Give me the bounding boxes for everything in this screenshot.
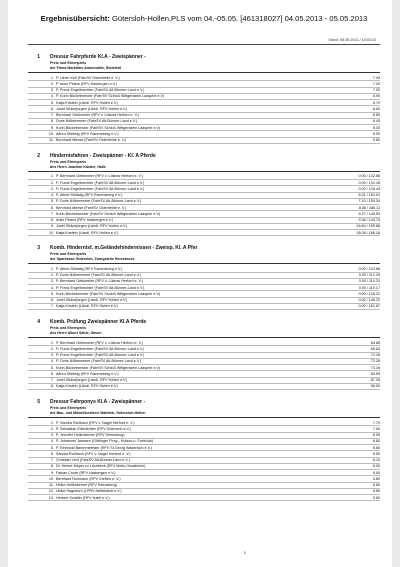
rank-cell: 9. [50, 224, 54, 229]
competitor-cell: P. Sebastian Eikenkötter (RFV Gütersloh e.V.) [56, 426, 132, 431]
rank-cell: 4. [50, 359, 54, 364]
rank-cell: 10. [48, 131, 54, 136]
section-header [28, 318, 380, 326]
score-cell: 6.60 [372, 106, 380, 111]
score-cell: 9.36 / 143.74 [358, 218, 380, 223]
score-cell: 65.83 [370, 346, 380, 351]
rank-cell: 7. [50, 378, 54, 383]
score-cell: 0.00 / 103.66 [358, 266, 380, 271]
competitor-cell: P. Doris Nölkenmeier (FahrSV Alt-Bünner-Land e.V.) [56, 199, 142, 204]
competition-section [28, 53, 380, 144]
score-cell: 6.90 [372, 94, 380, 99]
score-cell: 6.10 [372, 458, 380, 463]
rank-cell: 2. [50, 273, 54, 278]
sponsor-label: des Herrn Joachim Kästler, Halle [50, 164, 106, 169]
rank-cell: 5. [50, 100, 54, 105]
prize-label: Preis und Ehrenpreis [50, 406, 87, 410]
sponsor-label: der Bau- und Möbeltischlerei Mattrink, Gütersloh-Hollen [50, 411, 146, 415]
score-cell: 83.99 [370, 371, 380, 376]
competitor-cell: P. Alfred Stöltwig (RFV Ravensberg e.V.) [56, 266, 123, 271]
competitor-cell: Katja Kirstein (Ländl. RFV Hollen e.V.) [56, 230, 119, 235]
rank-cell: 2. [50, 426, 54, 431]
rank-cell: 9. [50, 470, 54, 475]
competitor-cell: P. Franz Engelbrechter (FahrSV Alt-Bünner-Land e.V.) [56, 180, 145, 185]
competitor-cell: P. Jennifer Hollenkemer (RFV Heimsberg) [56, 433, 125, 438]
rank-cell: 6. [50, 371, 54, 376]
score-cell: 72.26 [370, 359, 380, 364]
competitor-cell: Korin Bückebrender (FahrSV Schloß Wittgenstein Laasphe e.V) [56, 125, 161, 130]
rank-cell: 3. [50, 353, 54, 358]
competitor-cell: Bernhard Meese (FahrSV Ostenfelde e. V.) [56, 138, 127, 143]
score-cell: 6.80 [372, 439, 380, 444]
section-header [28, 398, 380, 406]
rank-cell: 4. [50, 285, 54, 290]
document-title [28, 14, 380, 23]
timestamp: Stand: 05.05.2013 / 18:03:33 [328, 38, 376, 42]
competitor-cell: P. Franz Engelbrechter (FahrSV Alt-Bünner-Land e.V.) [56, 88, 145, 93]
section-number: 5 [37, 399, 40, 405]
score-cell: 87.39 [370, 378, 380, 383]
section-header [28, 152, 380, 160]
competitor-cell: P. Bernhard Gebkmeier (RFV v. Lützow Herford e. V.) [56, 279, 144, 284]
score-cell: 6.01 / 163.01 [358, 193, 380, 198]
competitor-cell: Anke Peters (RFV Hasbergen e.V.) [56, 218, 114, 223]
rank-cell: 10. [48, 230, 54, 235]
rank-cell: 5. [50, 291, 54, 296]
competitor-cell: Heike Hollenkemer (RFV Heimsberg) [56, 483, 117, 488]
competitor-cell: Korin Bückebrender (FahrSV Schloß Wittgenstein Laasphe e.V) [56, 211, 161, 216]
score-cell: 6.60 [372, 445, 380, 450]
rank-cell: 6. [50, 451, 54, 456]
score-cell: 5.80 [372, 489, 380, 494]
score-cell: 0.00 / 114.31 [358, 279, 380, 284]
score-cell: 5.80 [372, 483, 380, 488]
competitor-cell: P. Bernhard Gebkmeier (RFV v. Lützow Herford e. V.) [56, 174, 144, 179]
competitor-cell: Josef Stükerjürgen (Ländl. RFV Hollen e.V.) [56, 106, 128, 111]
section-divider [28, 263, 380, 264]
competitor-cell: Bernhard Meese (FahrSV Ostenfelde e. V.) [56, 205, 127, 210]
competitor-cell: Bernhard Gebkmeier (RFV v. Lützow Herford e. V.) [56, 113, 139, 118]
score-cell: 7.00 [372, 88, 380, 93]
score-cell: 0.00 / 126.32 [358, 291, 380, 296]
competitor-cell: P. Franz Engelbrechter (FahrSV Alt-Bünner-Land e.V.) [56, 186, 145, 191]
score-cell: 6.90 [372, 433, 380, 438]
rank-cell: 3. [50, 279, 54, 284]
competitor-cell: Katja Kirstein (Ländl. RFV Hollen e.V.) [56, 304, 119, 309]
rank-cell: 9. [50, 125, 54, 130]
competitor-cell: Alfred Stöltwig (RFV Ravensberg e.V.) [56, 131, 119, 136]
competitor-cell: P. Reinhold Barenmeiester (RFV St.Georg Wadersloh e.V.) [56, 445, 152, 450]
competitor-cell: Katja Kirstein (Ländl. RFV Hollen e.V.) [56, 384, 119, 389]
section-divider [28, 417, 380, 418]
competitor-cell: P. Doris Nölkenmeier (FahrSV Alt-Bünner-Land e.V.) [56, 359, 142, 364]
rank-cell: 7. [50, 458, 54, 463]
score-cell: 6.00 [372, 470, 380, 475]
rank-cell: 7. [50, 304, 54, 309]
rank-cell: 6. [50, 298, 54, 303]
competitor-cell: Herbert Schäfer (RFV Halle e.V.) [56, 495, 110, 500]
competitor-cell: Korin Bückebrender (FahrSV Schloß Wittgenstein Laasphe e.V) [56, 291, 161, 296]
score-cell: 7.50 [372, 426, 380, 431]
score-cell: 7.40 [372, 75, 380, 80]
competitor-cell: Dr. Heiner Meyer zu Lösebeck (RFV Melle-Osnabrück) [56, 464, 146, 469]
section-divider [28, 337, 380, 338]
section-header [28, 53, 380, 61]
result-row [28, 138, 380, 144]
score-cell: 6.00 [372, 464, 380, 469]
competitor-cell: P. Doris Nölkenmeier (FahrSV Alt-Bünner-Land e.V.) [56, 273, 142, 278]
competitor-cell: P. Franz Engelbrechter (FahrSV Alt-Bünner-Land e.V.) [56, 353, 145, 358]
rank-cell: 13. [48, 495, 54, 500]
rank-cell: 8. [50, 384, 54, 389]
section-header [28, 244, 380, 252]
title-text: Gütersloh-Hollen,PLS vom 04.-05.05. [461318027] 04.05.2013 - 05.05.2013 [111, 14, 368, 23]
score-cell: 18.08 / 168.16 [356, 230, 380, 235]
sponsor-label: der Sparkasse Gütersloh, Zweigstelle Herzebrock [50, 257, 135, 262]
score-cell: 0.00 / 146.32 [358, 298, 380, 303]
competitor-cell: Christian Lehr (FahrSV Alt-Bünner-Land e.V.) [56, 458, 130, 463]
score-cell: 5.80 [372, 476, 380, 481]
competitor-cell: Josef Stükerjürgen (Ländl. RFV Hollen e.V.) [56, 298, 128, 303]
rank-cell: 4. [50, 94, 54, 99]
rank-cell: 2. [50, 81, 54, 86]
competition-section [28, 152, 380, 237]
score-cell: 16.60 / 159.88 [356, 224, 380, 229]
rank-cell: 5. [50, 365, 54, 370]
prize-label: Preis und Ehrenpreis [50, 252, 87, 257]
score-cell: 7.70 [372, 420, 380, 425]
competitor-cell: P. Ulrich Keil (FahrSV Ostenfelde e. V.) [56, 75, 120, 80]
prize-label: Preis und Ehrenpreis [50, 159, 87, 164]
rank-cell: 8. [50, 119, 54, 124]
section-title: Dressur Fahrponys Kl.A - Zweispänner - [50, 399, 146, 405]
sponsor-label: der Firma Marktläer Automobile, Bielefeld [50, 66, 121, 70]
score-cell: 6.00 [372, 131, 380, 136]
rank-cell: 5. [50, 199, 54, 204]
score-cell: 72.28 [370, 353, 380, 358]
competitor-cell: P. Alfred Stöltwig (RFV Ravensberg e.V.) [56, 193, 123, 198]
score-cell: 6.70 [372, 100, 380, 105]
section-number: 1 [37, 54, 40, 60]
title-label: Ergebnisübersicht: [40, 14, 110, 23]
competitor-cell: Josef Stükerjürgen (Ländl. RFV Hollen e.V.) [56, 378, 128, 383]
section-number: 4 [37, 319, 40, 325]
score-cell: 6.60 [372, 113, 380, 118]
rank-cell: 1. [50, 266, 54, 271]
rank-cell: 2. [50, 180, 54, 185]
score-cell: 0.00 / 132.68 [358, 174, 380, 179]
section-title: Dressur Fahrpferde Kl.A - Zweispänner - [50, 54, 146, 60]
section-divider [28, 72, 380, 73]
section-number: 2 [37, 152, 40, 159]
competitor-cell: P. Franz Engelbrechter (FahrSV Alt-Bünner-Land e.V.) [56, 285, 145, 290]
rank-cell: 5. [50, 445, 54, 450]
rank-cell: 1. [50, 420, 54, 425]
score-cell: 5.60 [372, 138, 380, 143]
competition-section [28, 318, 380, 390]
rank-cell: 10. [48, 476, 54, 481]
competitor-cell: Katja Kirstein (Ländl. RFV Hollen e.V.) [56, 100, 119, 105]
rank-cell: 6. [50, 205, 54, 210]
section-divider [28, 171, 380, 172]
rank-cell: 7. [50, 113, 54, 118]
score-cell: 7.10 / 150.34 [358, 199, 380, 204]
score-cell: 0.00 / 131.18 [358, 180, 380, 185]
rank-cell: 12. [48, 489, 54, 494]
rank-cell: 1. [50, 340, 54, 345]
rank-cell: 3. [50, 433, 54, 438]
header-divider [28, 44, 380, 45]
rank-cell: 4. [50, 193, 54, 198]
score-cell: 6.40 [372, 119, 380, 124]
section-title: Komb. Prüfung Zweispänner Kl.A Pferde [50, 319, 147, 325]
page-number: 1 [243, 550, 246, 555]
score-cell: 6.50 [372, 451, 380, 456]
prize-label: Preis und Ehrenpreis [50, 61, 87, 65]
rank-cell: 7. [50, 211, 54, 216]
sponsor-label: des Herrn Albert Sahle, Gaven [50, 331, 102, 335]
competitor-cell: P. Korin Bückebrender (FahrSV Schloß Wittgenstein Laasphe e.V) [56, 94, 165, 99]
competition-section [28, 398, 380, 501]
score-cell: 5.60 [372, 495, 380, 500]
rank-cell: 8. [50, 464, 54, 469]
rank-cell: 8. [50, 218, 54, 223]
competitor-cell: Korin Bückebrender (FahrSV Schloß Wittgenstein Laasphe e.V) [56, 365, 161, 370]
rank-cell: 6. [50, 106, 54, 111]
sections-container [28, 53, 380, 501]
rank-cell: 1. [50, 75, 54, 80]
score-cell: 64.86 [370, 340, 380, 345]
score-cell: 73.26 [370, 365, 380, 370]
result-row [28, 304, 380, 310]
competitor-cell: P. Bernhard Gebkmeier (RFV v. Lützow Herford e. V.) [56, 340, 144, 345]
competitor-cell: Bernhard Rohmann (RFV Greffen e. V.) [56, 476, 121, 481]
rank-cell: 11. [49, 483, 54, 488]
competitor-cell: Alfred Stöltwig (RFV Ravensberg e.V.) [56, 371, 119, 376]
rank-cell: 1. [50, 174, 54, 179]
rank-cell: 4. [50, 439, 54, 444]
rank-cell: 3. [50, 88, 54, 93]
competitor-cell: Sandra Roßbach (RFV v. Nagel Herford e. V.) [56, 451, 131, 456]
score-cell: 7.20 [372, 81, 380, 86]
result-row [28, 230, 380, 236]
competitor-cell: Ulrike Hagedorn (LPRV Nettelstedt e.V.) [56, 489, 122, 494]
section-title: Komb. Hindernisf. m.Geländehindernissen - Zweisp. Kl. A Pfer [50, 245, 198, 252]
results-document [8, 0, 392, 567]
competitor-cell: P. Sandra Roßbach (RFV v. Nagel Herford e. V.) [56, 420, 135, 425]
section-title: Hindernisfahren - Zweispänner - Kl. A Pferde [50, 152, 156, 159]
score-cell: 6.30 [372, 125, 380, 130]
prize-label: Preis und Ehrenpreis [50, 326, 87, 330]
competitor-cell: Doris Nölkenmeier (FahrSV Alt-Bünner-Land e.V.) [56, 119, 138, 124]
score-cell: 0.00 / 119.17 [358, 285, 380, 290]
competition-section [28, 244, 380, 310]
score-cell: 6.27 / 146.54 [358, 211, 380, 216]
rank-cell: 3. [50, 186, 54, 191]
competitor-cell: P. Anke Peters (RFV Hasbergen e.V.) [56, 81, 118, 86]
rank-cell: 11. [49, 138, 54, 143]
rank-cell: 2. [50, 346, 54, 351]
score-cell: 0.00 / 112.29 [358, 273, 380, 278]
score-cell: 0.00 / 135.43 [358, 186, 380, 191]
score-cell: 96.09 [370, 384, 380, 389]
competitor-cell: P. Franz Engelbrechter (FahrSV Alt-Bünner-Land e.V.) [56, 346, 145, 351]
competitor-cell: Fabian Crude (RFV Hasbergen e.V.) [56, 470, 116, 475]
competitor-cell: P. Johannes Janssen (Göttinger Pony-, Kutsch-u. Fahrclub) [56, 439, 154, 444]
score-cell: 0.00 / 161.87 [358, 304, 380, 309]
score-cell: 8.06 / 166.11 [358, 205, 380, 210]
result-row [28, 495, 380, 501]
competitor-cell: Josef Stükerjürgen (Ländl. RFV Hollen e.V.) [56, 224, 128, 229]
result-row [28, 384, 380, 390]
section-number: 3 [37, 245, 40, 252]
